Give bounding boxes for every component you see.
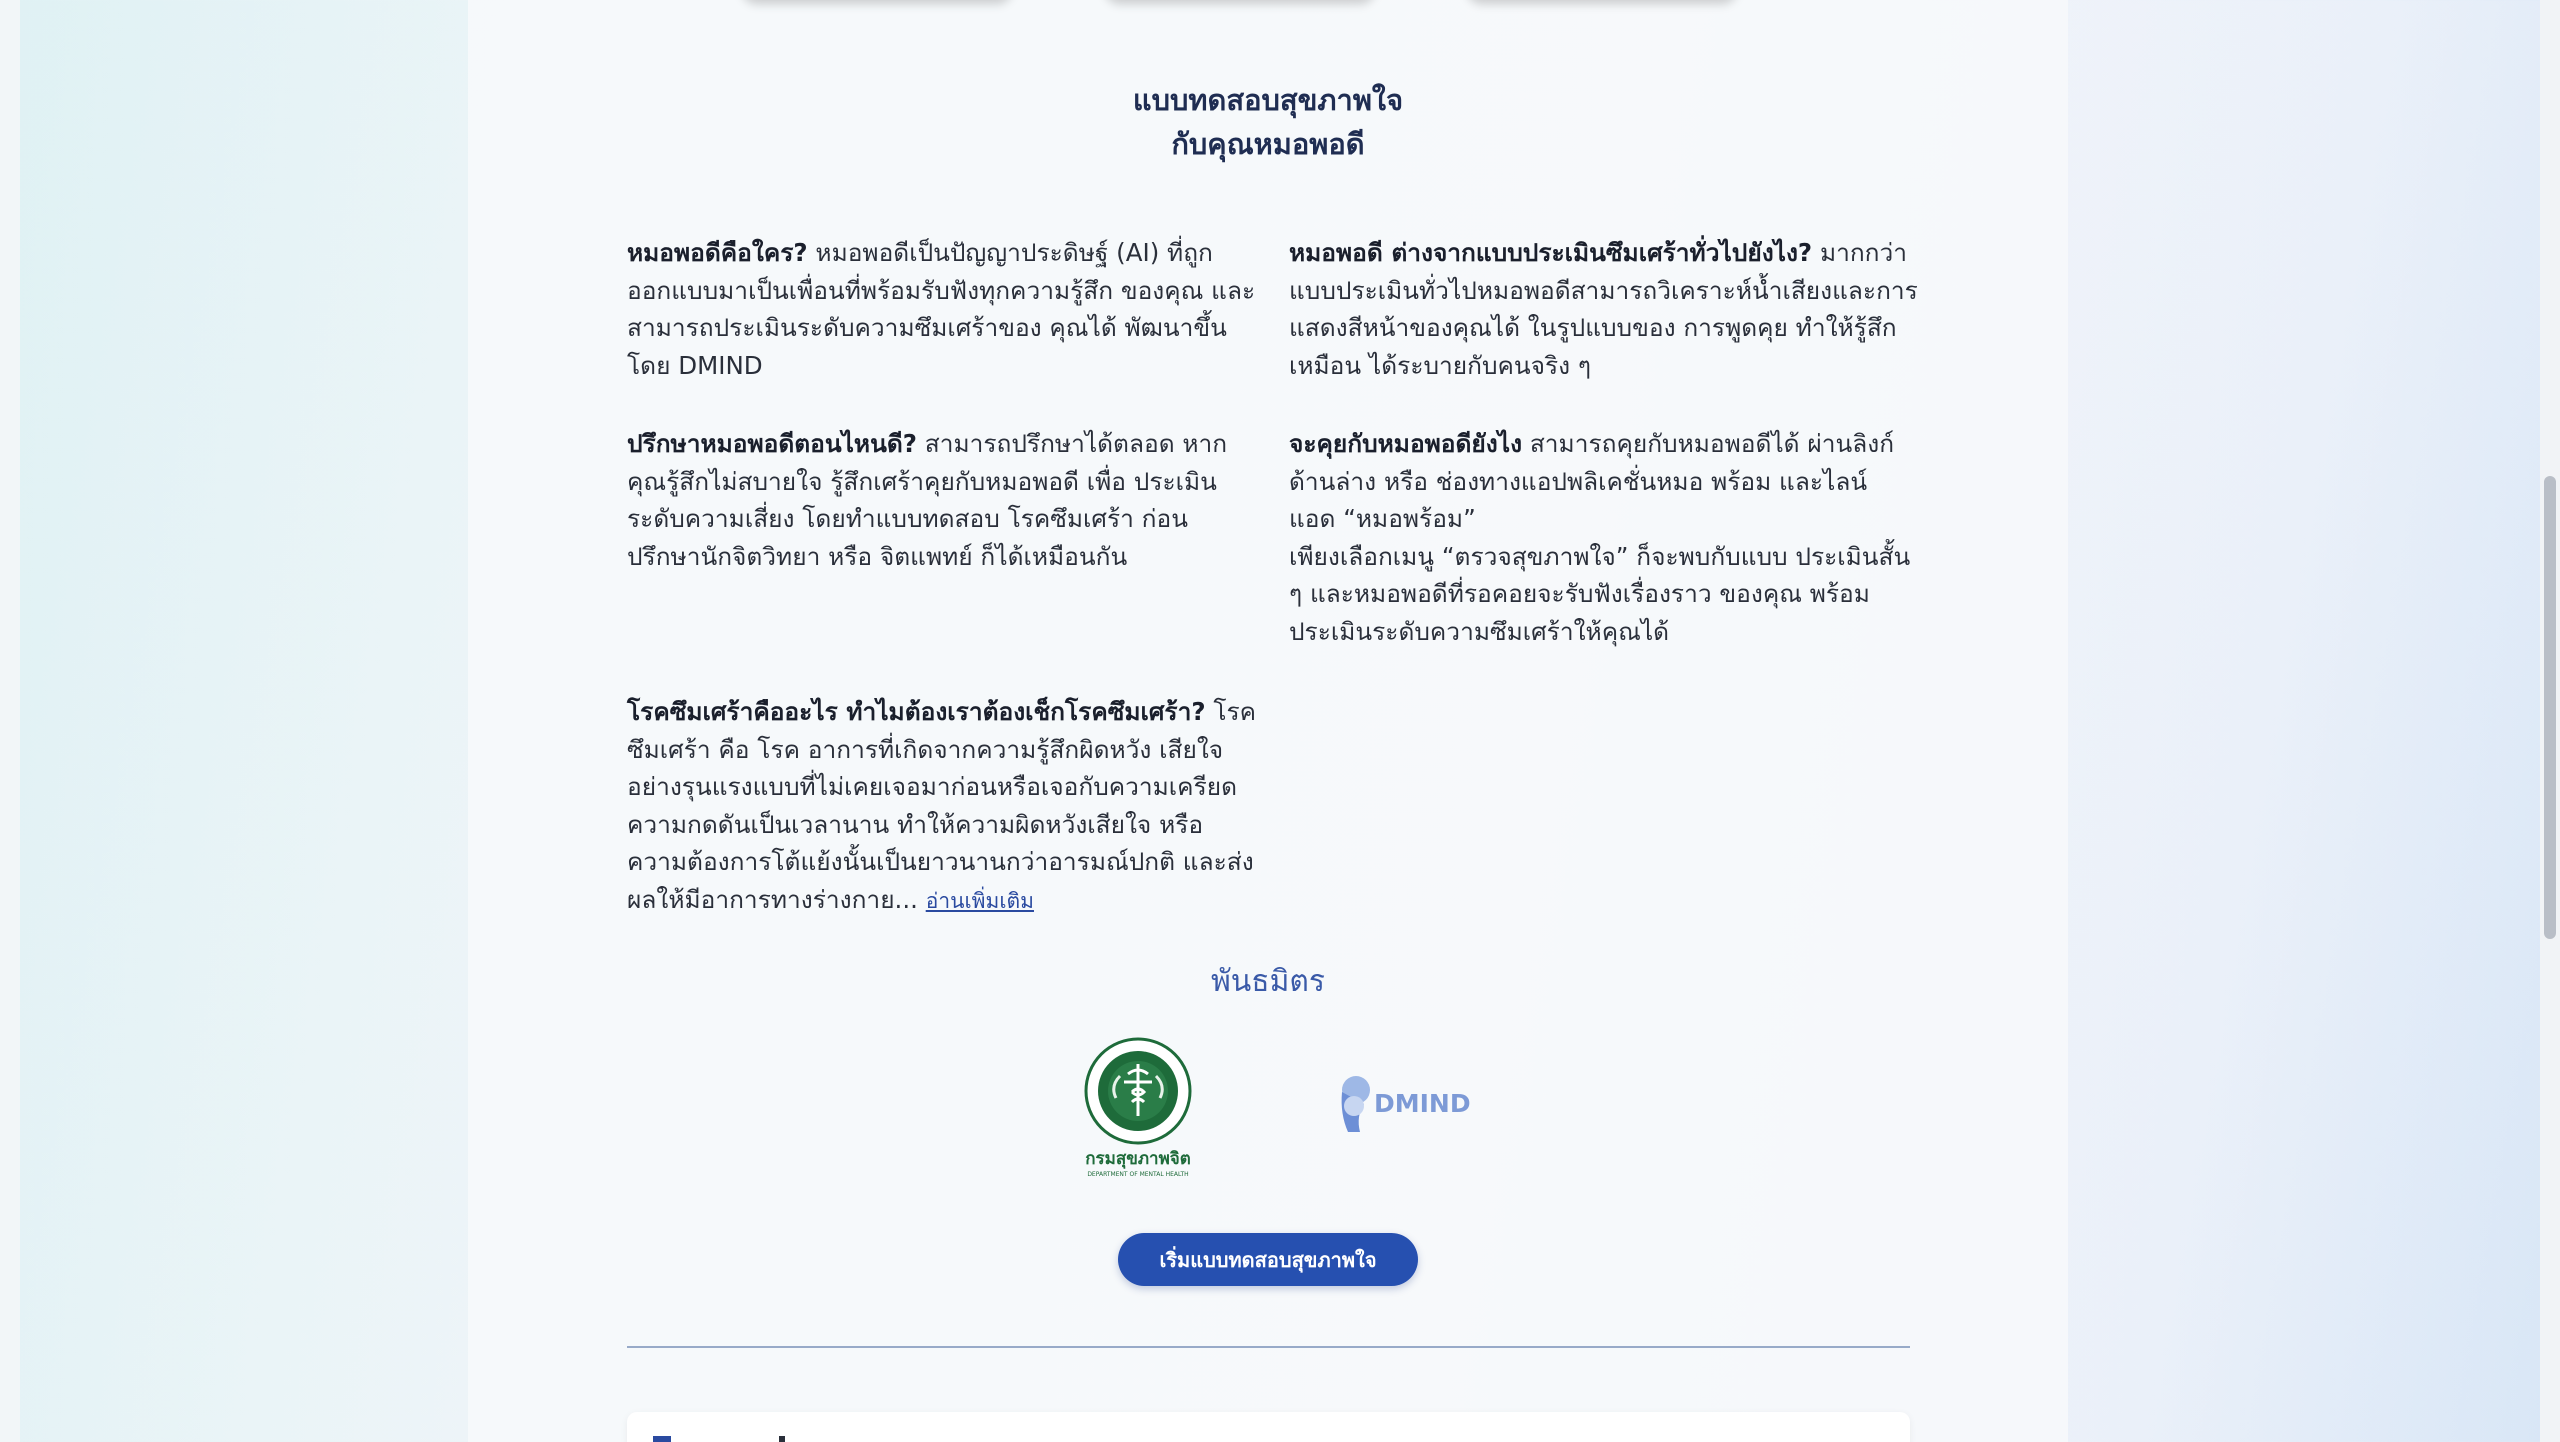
partners-title: พันธมิตร <box>1211 964 1325 999</box>
read-more-link[interactable]: อ่านเพิ่มเติม <box>925 888 1034 913</box>
dmh-logo-sublabel: DEPARTMENT OF MENTAL HEALTH <box>1087 1171 1189 1178</box>
dmind-logo-label: DMIND <box>1374 1089 1470 1118</box>
faq-difference <box>1289 234 1919 384</box>
dmind-logo <box>1330 1070 1470 1136</box>
faq-when-to-consult <box>627 425 1257 575</box>
section-divider <box>627 1346 1910 1348</box>
faq-answer: มากกว่าแบบประเมินทั่วไปหมอพอดีสามารถวิเคราะห์น้ำเสียงและการแสดงสีหน้าของคุณได้ ในรูปแบบของ การพูดคุย ทำให้รู้สึกเหมือน ได้ระบายกับคนจริง ๆ <box>1289 238 1918 380</box>
faq-question: โรคซึมเศร้าคืออะไร ทำไมต้องเราต้องเช็กโรคซึมเศร้า? <box>627 697 1206 726</box>
hero-title-line-2: กับคุณหมอพอดี <box>1171 127 1365 161</box>
faq-answer: สามารถคุยกับหมอพอดีได้ ผ่านลิงก์ด้านล่าง หรือ ช่องทางแอปพลิเคชั่นหมอ พร้อม และไลน์ แอด “หมอพร้อม” <box>1289 429 1895 533</box>
faq-answer: สามารถปรึกษาได้ตลอด หากคุณรู้สึกไม่สบายใจ รู้สึกเศร้าคุยกับหมอพอดี เพื่อ ประเมินระดับความเสี่ยง โดยทำแบบทดสอบ โรคซึมเศร้า ก่อนปรึกษานักจิตวิทยา หรือ จิตแพทย์ ก็ได้เหมือนกัน <box>627 429 1228 571</box>
faq-question: หมอพอดีคือใคร? <box>627 238 808 267</box>
faq-answer: โรคซึมเศร้า คือ โรค อาการที่เกิดจากความรู้สึกผิดหวัง เสียใจอย่างรุนแรงแบบที่ไม่เคยเจอมาก่อนหรือเจอกับความเครียดความกดดันเป็นเวลานาน ทำให้ความผิดหวังเสียใจ หรือความต้องการโต้แย้งนั้นเป็นยาวนานกว่าอารมณ์ปกติ และส่งผลให้มีอาการทางร่างกาย... <box>627 697 1257 914</box>
faq-answer: หมอพอดีเป็นปัญญาประดิษฐ์ (AI) ที่ถูกออกแบบมาเป็นเพื่อนที่พร้อมรับฟังทุกความรู้สึก ของคุณ และสามารถประเมินระดับความซึมเศร้าของ คุณได้ พัฒนาขึ้นโดย DMIND <box>627 238 1256 380</box>
page-background-left <box>0 0 20 1442</box>
dmh-logo-label: กรมสุขภาพจิต <box>1085 1149 1191 1169</box>
hero-title-line-1: แบบทดสอบสุขภาพใจ <box>1132 83 1404 117</box>
start-mental-health-test-button[interactable]: เริ่มแบบทดสอบสุขภาพใจ <box>1118 1233 1418 1286</box>
card-accent-mark <box>653 1436 671 1442</box>
card-text-fragment <box>779 1436 785 1442</box>
hero-title <box>868 78 1668 166</box>
next-section-card <box>627 1412 1910 1442</box>
faq-how-to-talk <box>1289 425 1919 650</box>
faq-answer-extra: เพียงเลือกเมนู “ตรวจสุขภาพใจ” ก็จะพบกับแบบ ประเมินสั้น ๆ และหมอพอดีที่รอคอยจะรับฟังเรื่องราว ของคุณ พร้อมประเมินระดับความซึมเศร้าให้คุณได้ <box>1289 541 1911 646</box>
scrollbar-thumb[interactable] <box>2544 476 2556 939</box>
faq-question: จะคุยกับหมอพอดียังไง <box>1289 429 1523 458</box>
faq-question: หมอพอดี ต่างจากแบบประเมินซึมเศร้าทั่วไปยังไง? <box>1289 238 1813 267</box>
department-of-mental-health-logo <box>1076 1036 1200 1178</box>
faq-what-is-depression <box>627 693 1257 920</box>
faq-question: ปรึกษาหมอพอดีตอนไหนดี? <box>627 429 917 458</box>
faq-who-is-mor-pordee <box>627 234 1257 384</box>
